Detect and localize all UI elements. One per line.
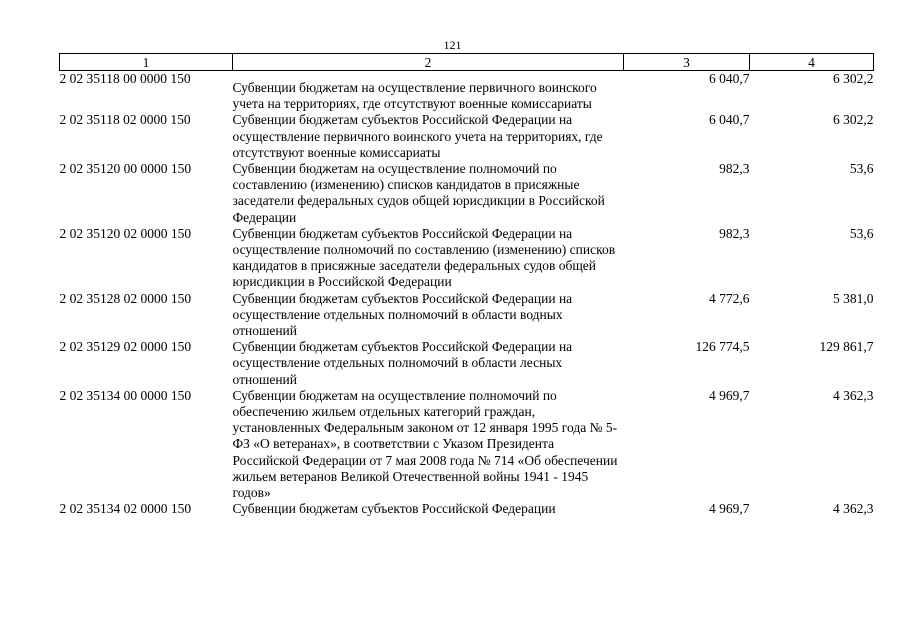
row-value-col4: 6 302,2 xyxy=(833,112,874,128)
row-value-col4: 6 302,2 xyxy=(833,71,874,86)
budget-table xyxy=(59,53,874,517)
column-header-2: 2 xyxy=(233,54,624,71)
table-row xyxy=(60,291,874,340)
row-value-col3: 126 774,5 xyxy=(695,339,750,355)
row-value-col3: 982,3 xyxy=(719,225,750,241)
row-value-col3: 982,3 xyxy=(719,161,750,177)
column-header-3: 3 xyxy=(624,54,750,71)
row-code: 2 02 35120 00 0000 150 xyxy=(59,161,192,177)
row-value-col4: 4 362,3 xyxy=(833,501,874,517)
row-value-col4: 53,6 xyxy=(849,161,874,177)
table-row xyxy=(60,161,874,226)
row-description: Субвенции бюджетам субъектов Российской Федерации на осуществление отдельных полномочий в области лесных отношений xyxy=(232,339,573,387)
row-description: Субвенции бюджетам на осуществление полномочий по обеспечению жильем отдельных категорий граждан, установленных Федеральным законом от 12 января 1995 года № 5-ФЗ «О ветеранах», в соответствии с Указом Президента Российской Федерации от 7 мая 2008 года № 714 «Об обеспечении жильем ветеранов Великой Отечественной войны 1941 - 1945 годов» xyxy=(232,387,618,501)
column-header-4: 4 xyxy=(750,54,874,71)
row-value-col4: 129 861,7 xyxy=(819,339,874,355)
table-row xyxy=(60,112,874,161)
table-row xyxy=(60,388,874,501)
table-row xyxy=(60,501,874,517)
row-code: 2 02 35120 02 0000 150 xyxy=(59,225,192,241)
row-value-col3: 6 040,7 xyxy=(709,71,750,86)
row-value-col3: 4 969,7 xyxy=(709,501,750,517)
row-value-col4: 4 362,3 xyxy=(833,387,874,403)
table-row xyxy=(60,226,874,291)
header-row xyxy=(60,54,874,71)
row-value-col3: 6 040,7 xyxy=(709,112,750,128)
row-description: Субвенции бюджетам субъектов Российской Федерации на осуществление первичного воинского учета на территориях, где отсутствуют военные комиссариаты xyxy=(232,112,603,160)
row-description: Субвенции бюджетам на осуществление полномочий по составлению (изменению) списков кандидатов в присяжные заседатели федеральных судов общей юрисдикции в Российской Федерации xyxy=(232,161,605,225)
row-description: Субвенции бюджетам субъектов Российской Федерации на осуществление отдельных полномочий в области водных отношений xyxy=(232,290,573,339)
row-description: Субвенции бюджетам субъектов Российской Федерации xyxy=(232,501,556,517)
row-code: 2 02 35128 02 0000 150 xyxy=(59,290,192,306)
row-description: Субвенции бюджетам субъектов Российской Федерации на осуществление полномочий по составлению (изменению) списков кандидатов в присяжные заседатели федеральных судов общей юрисдикции в Российской Федерации xyxy=(232,225,616,290)
table-row xyxy=(60,339,874,388)
row-value-col4: 53,6 xyxy=(849,225,874,241)
row-code: 2 02 35134 00 0000 150 xyxy=(59,387,192,403)
table-row xyxy=(60,71,874,113)
row-value-col4: 5 381,0 xyxy=(833,290,874,306)
row-value-col3: 4 969,7 xyxy=(709,387,750,403)
row-value-col3: 4 772,6 xyxy=(709,290,750,306)
row-description: Субвенции бюджетам на осуществление первичного воинского учета на территориях, где отсутствуют военные комиссариаты xyxy=(232,80,597,112)
row-code: 2 02 35129 02 0000 150 xyxy=(59,339,192,355)
column-header-1: 1 xyxy=(60,54,233,71)
row-code: 2 02 35118 02 0000 150 xyxy=(59,112,191,128)
row-code: 2 02 35118 00 0000 150 xyxy=(59,71,191,86)
page-number: 121 xyxy=(443,38,462,52)
row-code: 2 02 35134 02 0000 150 xyxy=(59,501,192,517)
